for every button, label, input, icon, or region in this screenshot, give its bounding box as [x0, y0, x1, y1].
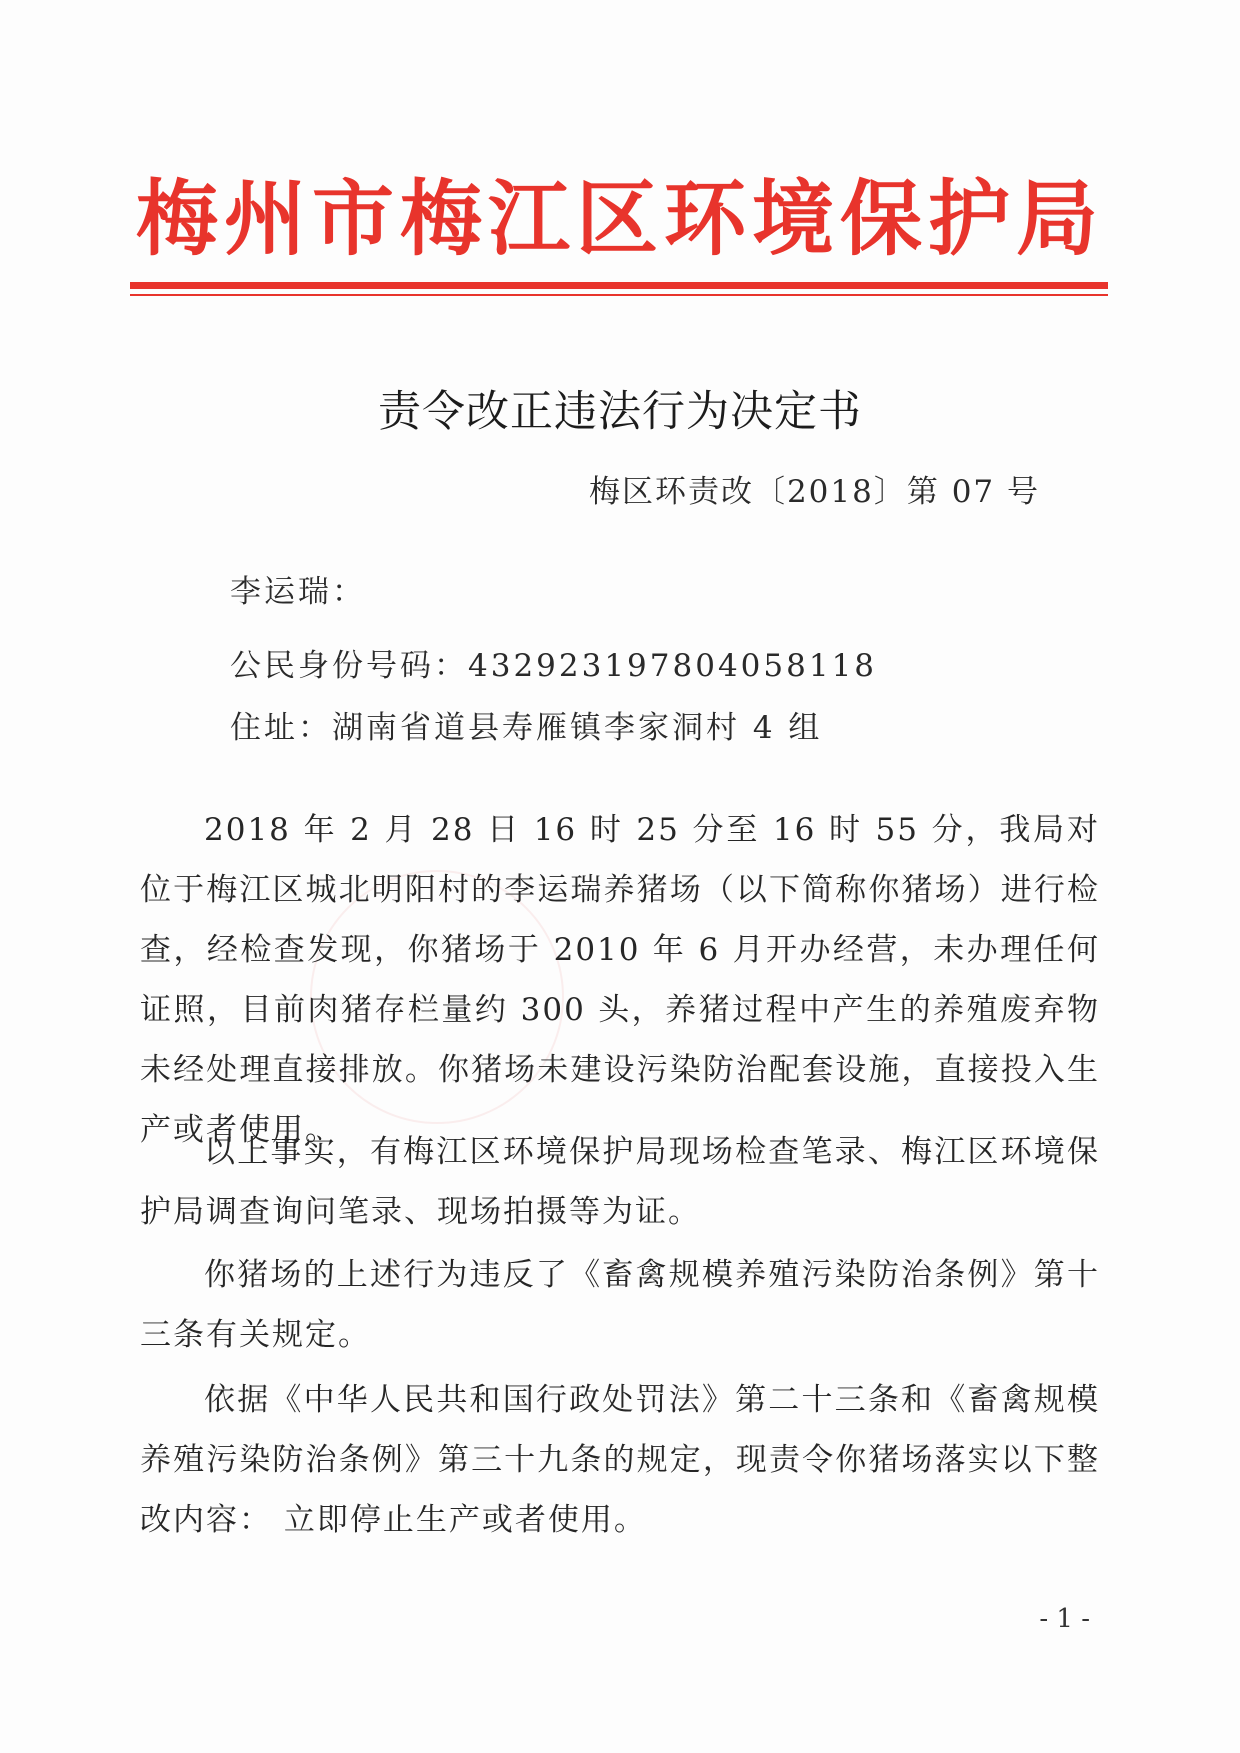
document-number: 梅区环责改〔2018〕第 07 号	[588, 474, 1040, 510]
header-divider-thin	[130, 294, 1108, 296]
body-paragraph-violation: 你猪场的上述行为违反了《畜禽规模养殖污染防治条例》第十三条有关规定。	[140, 1257, 1100, 1353]
body-paragraph-evidence: 以上事实，有梅江区环境保护局现场检查笔录、梅江区环境保护局调查询问笔录、现场拍摄等为证。	[140, 1134, 1100, 1230]
recipient-name: 李运瑞：	[230, 574, 366, 610]
agency-header: 梅州市梅江区环境保护局	[135, 171, 1104, 267]
recipient-id-number: 公民身份号码：432923197804058118	[230, 648, 878, 684]
document-title: 责令改正违法行为决定书	[378, 387, 862, 437]
page-number: - 1 -	[1039, 1604, 1090, 1634]
body-paragraph-order: 依据《中华人民共和国行政处罚法》第二十三条和《畜禽规模养殖污染防治条例》第三十九条的规定，现责令你猪场落实以下整改内容： 立即停止生产或者使用。	[140, 1382, 1100, 1538]
header-divider-thick	[130, 282, 1108, 289]
recipient-address: 住址：湖南省道县寿雁镇李家洞村 4 组	[230, 710, 823, 746]
body-paragraph-facts: 2018 年 2 月 28 日 16 时 25 分至 16 时 55 分，我局对位于梅江区城北明阳村的李运瑞养猪场（以下简称你猪场）进行检查，经检查发现，你猪场于 2010 年 6 月开办经营，未办理任何证照，目前肉猪存栏量约 300 头，养猪过程中产生的养殖废弃物未经处理直接排放。你猪场未建设污染防治配套设施，直接投入生产或者使用。	[140, 812, 1100, 1148]
